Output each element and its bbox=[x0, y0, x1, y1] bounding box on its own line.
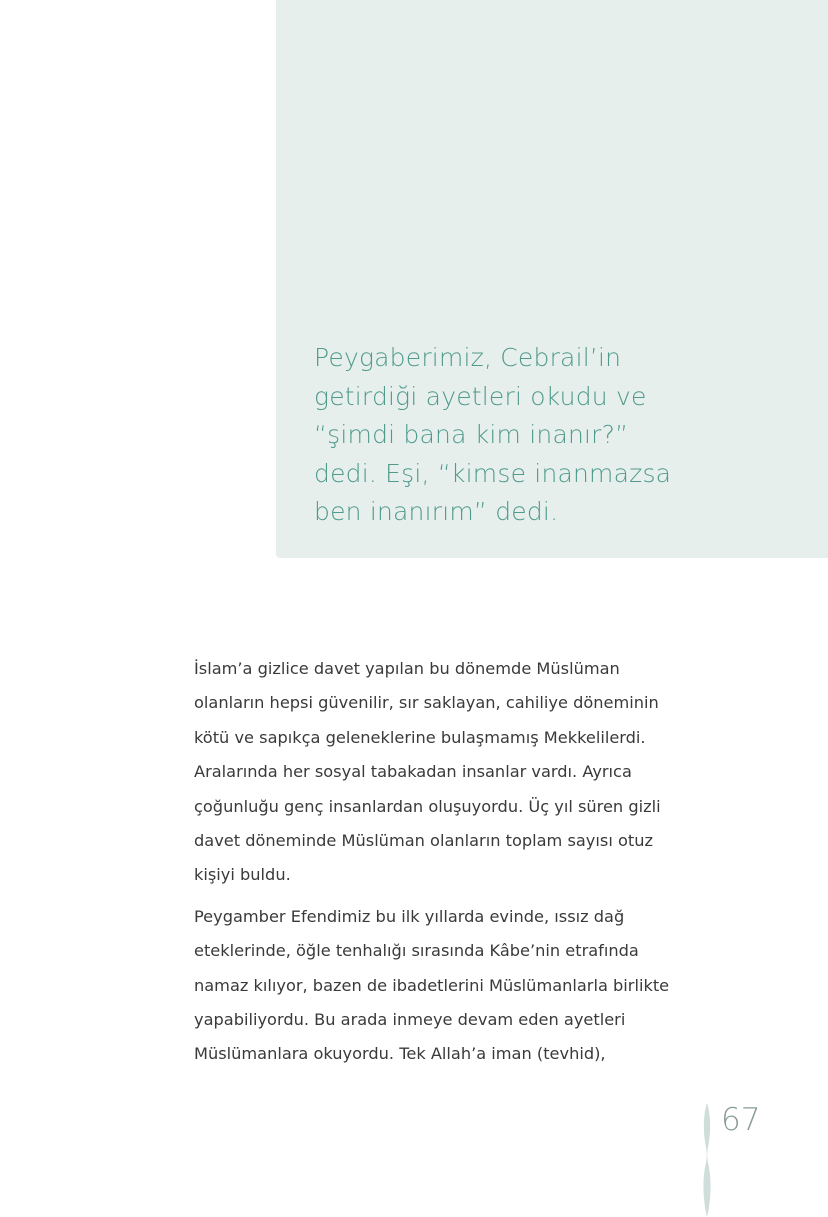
text-line: Aralarında her sosyal tabakadan insanlar vardı. Ayrıca bbox=[194, 762, 632, 782]
paragraph bbox=[194, 900, 714, 1072]
text-line: davet döneminde Müslüman olanların toplam sayısı otuz bbox=[194, 831, 653, 851]
text-line: olanların hepsi güvenilir, sır saklayan, cahiliye döneminin bbox=[194, 693, 659, 713]
text-line: yapabiliyordu. Bu arada inmeye devam eden ayetleri bbox=[194, 1010, 626, 1030]
text-line: Müslümanlara okuyordu. Tek Allah’a iman (tevhid), bbox=[194, 1044, 606, 1064]
text-line: Peygamber Efendimiz bu ilk yıllarda evinde, ıssız dağ bbox=[194, 906, 625, 926]
text-line: kişiyi buldu. bbox=[194, 865, 291, 885]
text-line: çoğunluğu genç insanlardan oluşuyordu. Üç yıl süren gizli bbox=[194, 796, 661, 816]
page-number: 67 bbox=[721, 1102, 761, 1138]
quote-line: getirdiği ayetleri okudu ve bbox=[314, 381, 647, 411]
text-line: namaz kılıyor, bazen de ibadetlerini Müslümanlarla birlikte bbox=[194, 975, 670, 995]
quote-line: ben inanırım” dedi. bbox=[314, 497, 559, 526]
text-line: eteklerinde, öğle tenhalığı sırasında Kâbe’nin etrafında bbox=[194, 941, 639, 961]
pull-quote bbox=[314, 339, 671, 532]
quote-line: Peygaberimiz, Cebrail’in bbox=[314, 343, 622, 372]
paragraph bbox=[194, 652, 714, 893]
page-ornament-icon bbox=[697, 1103, 717, 1217]
quote-line: “şimdi bana kim inanır?” bbox=[314, 420, 629, 449]
quote-line: dedi. Eşi, “kimse inanmazsa bbox=[314, 458, 672, 488]
body-text bbox=[194, 652, 714, 1079]
text-line: kötü ve sapıkça geleneklerine bulaşmamış Mekkelilerdi. bbox=[194, 727, 646, 747]
text-line: İslam’a gizlice davet yapılan bu dönemde Müslüman bbox=[194, 659, 620, 678]
